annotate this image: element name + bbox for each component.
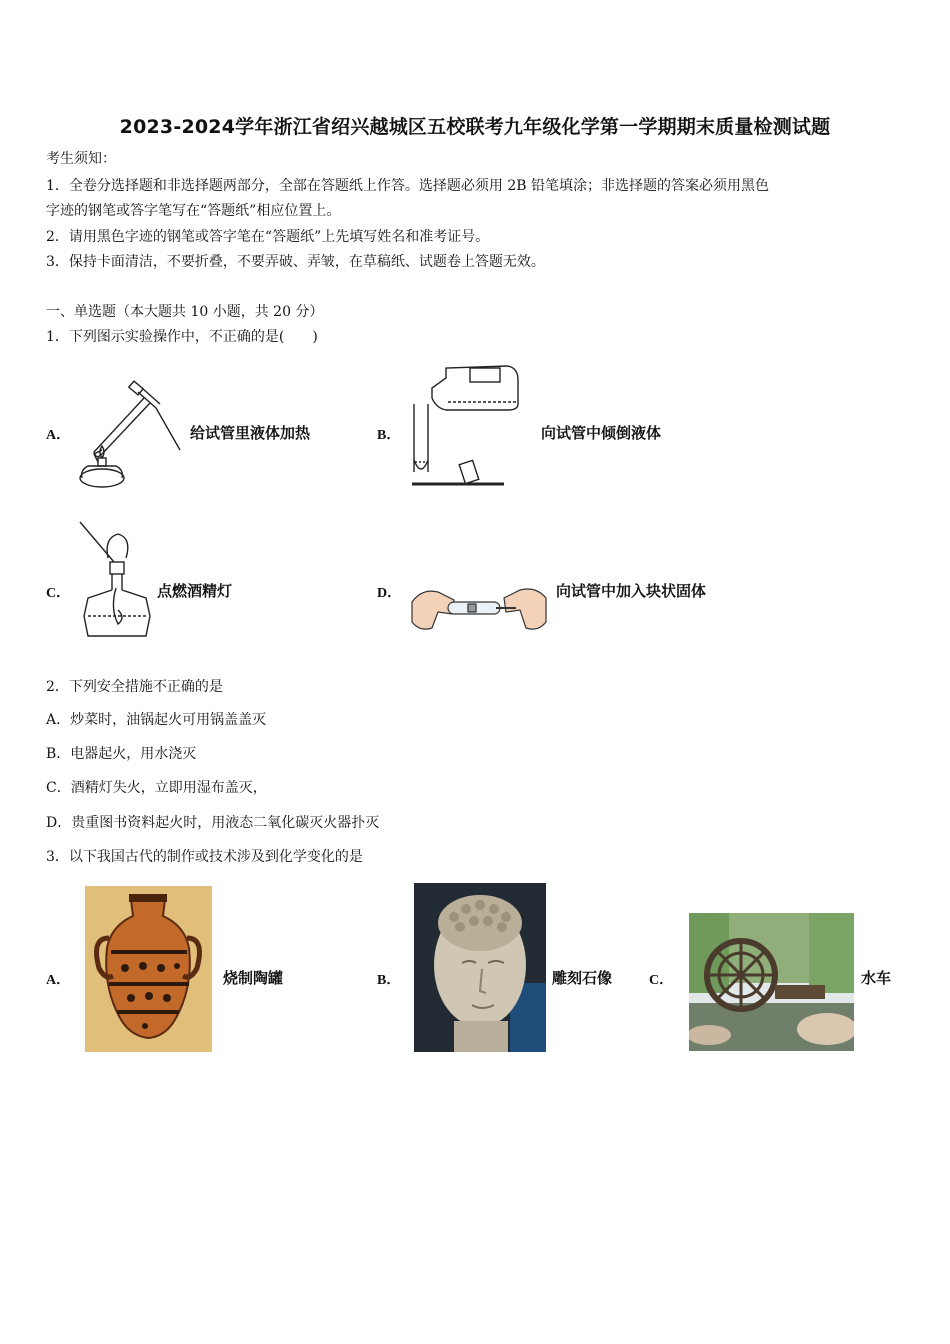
- heating-liquid-diagram-icon: [72, 380, 184, 492]
- q3-option-c-caption: 水车: [861, 969, 892, 987]
- question-3-stem: 3．以下我国古代的制作或技术涉及到化学变化的是: [46, 849, 363, 865]
- q2-option-b: B．电器起火，用水浇灭: [46, 746, 197, 762]
- notice-item-3: 3．保持卡面清洁，不要折叠，不要弄破、弄皱，在草稿纸、试题卷上答题无效。: [46, 254, 545, 270]
- q2-option-d: D．贵重图书资料起火时，用液态二氧化碳灭火器扑灭: [46, 815, 380, 831]
- q3-option-a-letter: A．: [46, 973, 71, 988]
- page-title: 2023-2024学年浙江省绍兴越城区五校联考九年级化学第一学期期末质量检测试题: [119, 116, 831, 138]
- q3-option-b-caption: 雕刻石像: [552, 969, 613, 987]
- q1-option-b-letter: B．: [377, 428, 401, 443]
- stone-buddha-photo-icon: [414, 883, 546, 1052]
- q1-option-d-caption: 向试管中加入块状固体: [556, 582, 707, 600]
- q1-option-d-letter: D．: [377, 586, 402, 601]
- question-2-stem: 2．下列安全措施不正确的是: [46, 679, 223, 695]
- notice-item-1b: 字迹的钢笔或答字笔写在“答题纸”相应位置上。: [46, 203, 341, 219]
- section-heading: 一、单选题（本大题共 10 小题，共 20 分）: [46, 304, 324, 320]
- pouring-liquid-diagram-icon: [408, 360, 520, 488]
- q1-option-c-caption: 点燃酒精灯: [157, 582, 233, 600]
- q1-option-a-caption: 给试管里液体加热: [190, 424, 311, 442]
- q3-option-b-letter: B．: [377, 973, 401, 988]
- adding-solid-diagram-icon: [408, 582, 550, 640]
- notice-heading: 考生须知：: [46, 151, 116, 167]
- q2-option-c: C．酒精灯失火，立即用湿布盖灭，: [46, 780, 267, 796]
- notice-item-2: 2．请用黑色字迹的钢笔或答字笔在“答题纸”上先填写姓名和准考证号。: [46, 229, 490, 245]
- q3-option-c-letter: C．: [649, 973, 674, 988]
- lighting-lamp-diagram-icon: [74, 518, 164, 644]
- q1-option-c-letter: C．: [46, 586, 71, 601]
- waterwheel-photo-icon: [689, 913, 854, 1051]
- q1-option-a-letter: A．: [46, 428, 71, 443]
- question-1-stem: 1．下列图示实验操作中，不正确的是( ): [46, 329, 318, 345]
- notice-item-1a: 1．全卷分选择题和非选择题两部分，全部在答题纸上作答。选择题必须用 2B 铅笔填涂；非选择题的答案必须用黑色: [46, 178, 769, 194]
- q3-option-a-caption: 烧制陶罐: [223, 969, 284, 987]
- q1-option-b-caption: 向试管中倾倒液体: [541, 424, 662, 442]
- q2-option-a: A．炒菜时，油锅起火可用锅盖盖灭: [46, 712, 267, 728]
- pottery-jar-photo-icon: [85, 886, 212, 1052]
